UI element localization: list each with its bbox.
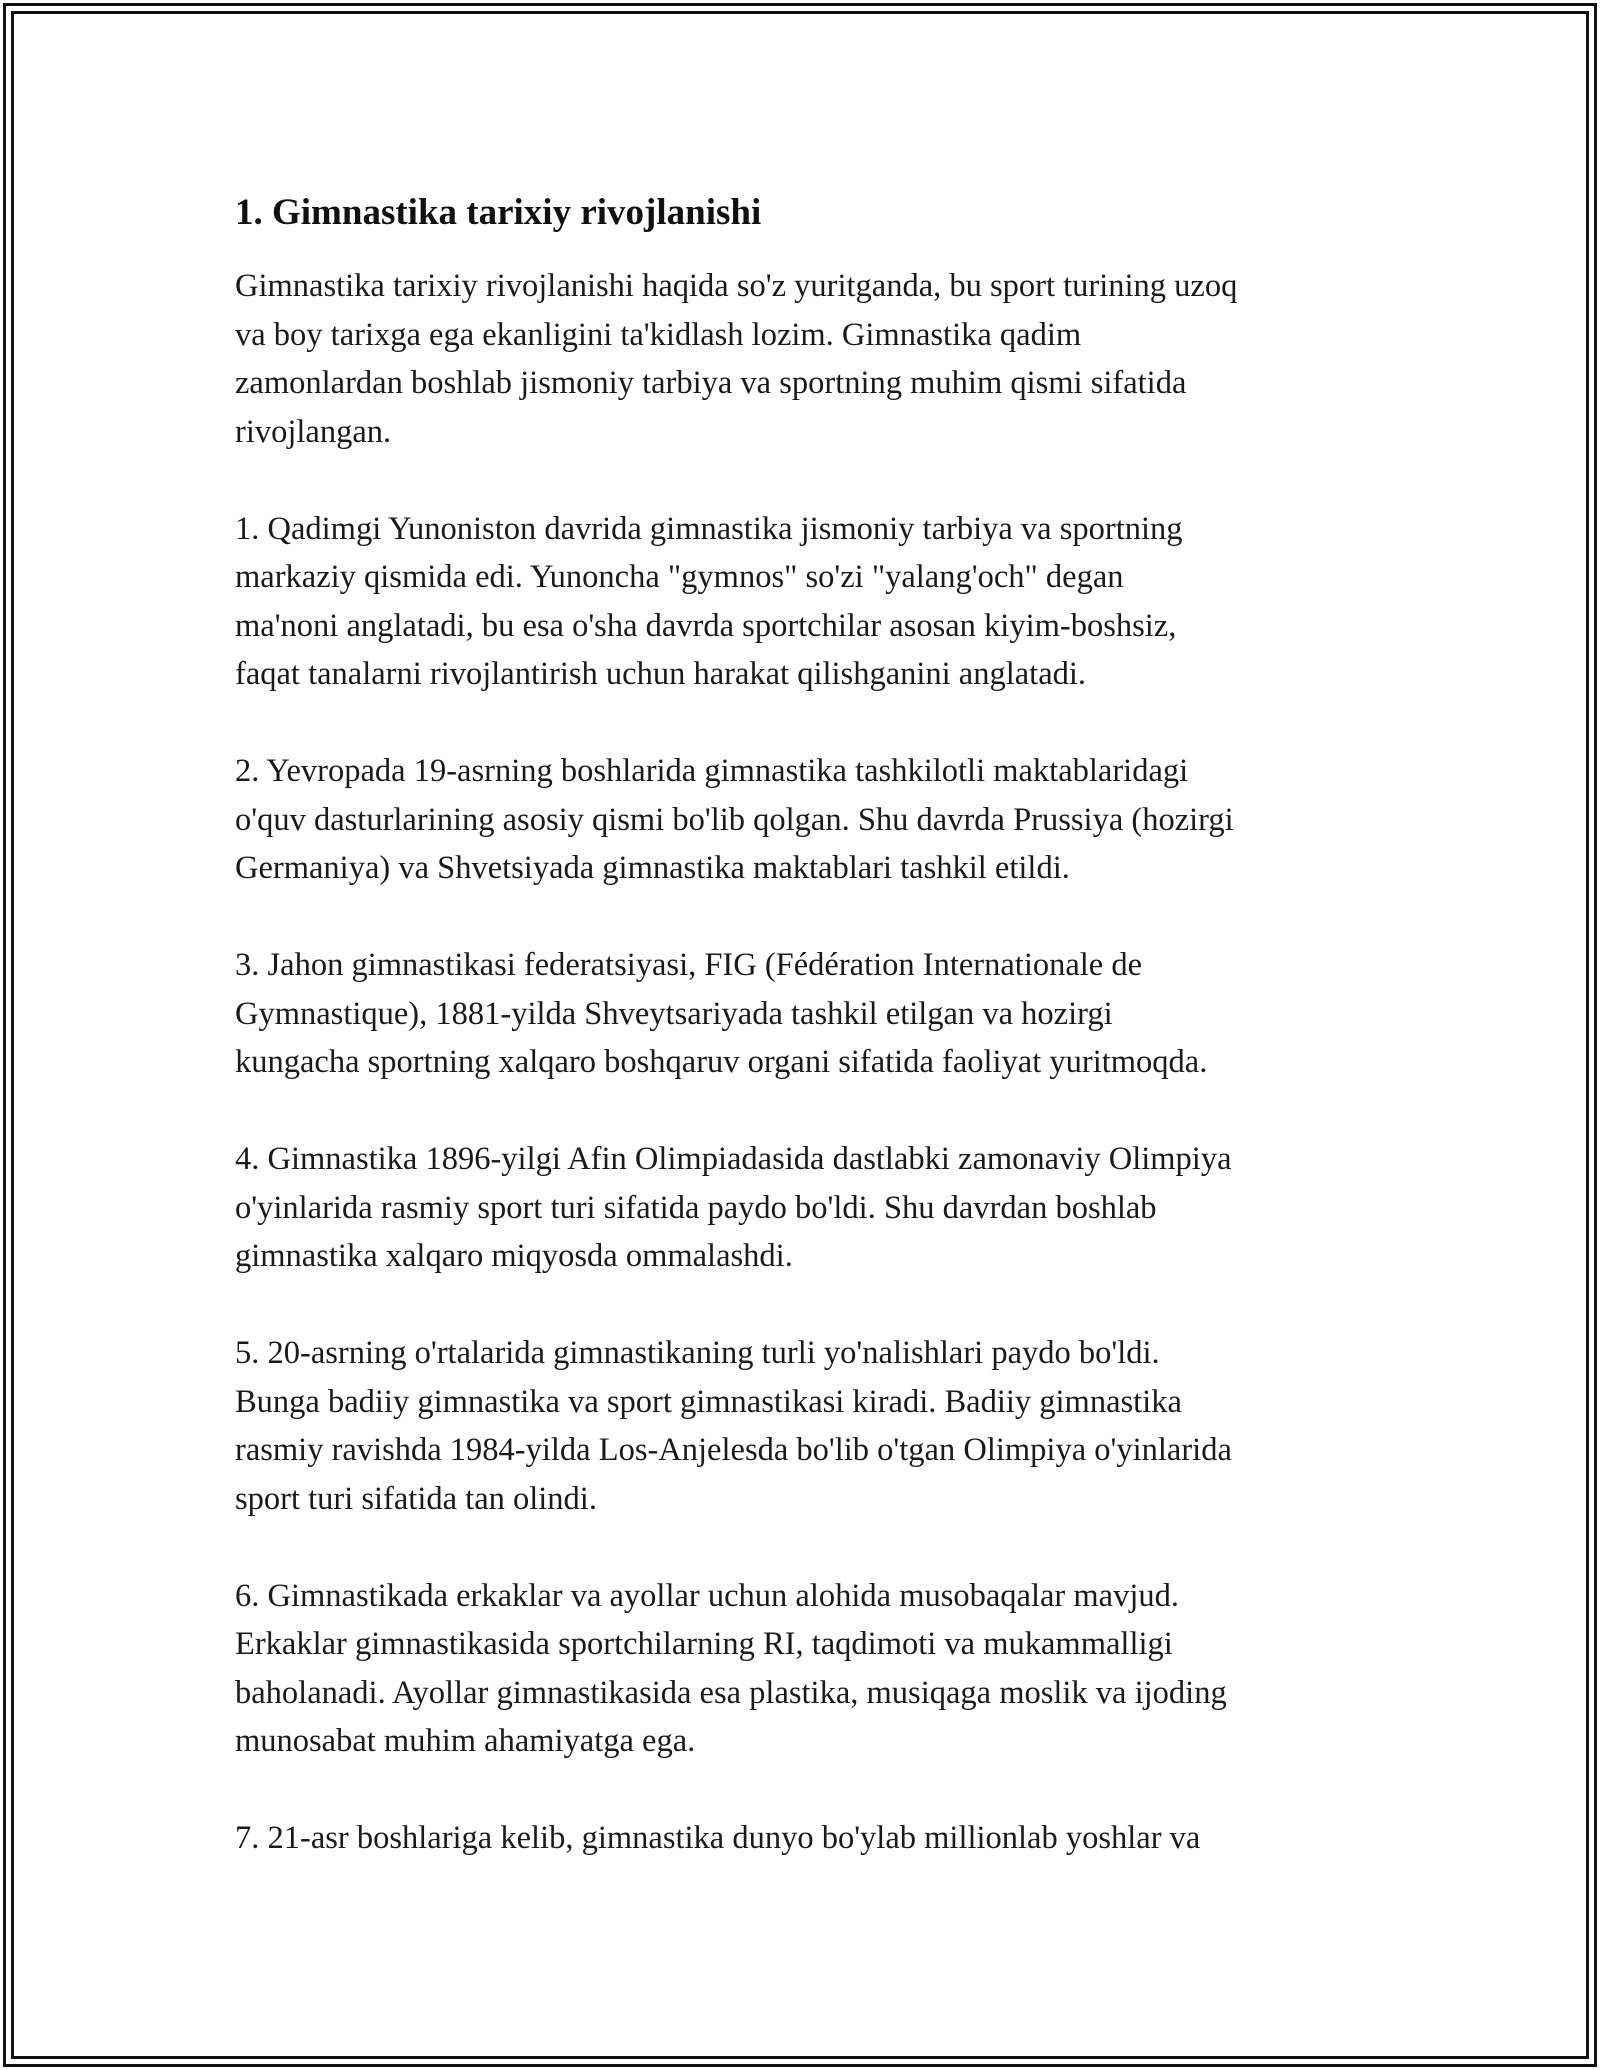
text-line: kungacha sportning xalqaro boshqaruv organi sifatida faoliyat yuritmoqda. (235, 1044, 1208, 1080)
text-line: 5. 20-asrning o'rtalarida gimnastikaning turli yo'nalishlari paydo bo'ldi. (235, 1335, 1160, 1371)
section-heading: 1. Gimnastika tarixiy rivojlanishi (235, 192, 762, 233)
text-line: ma'noni anglatadi, bu esa o'sha davrda sportchilar asosan kiyim-boshsiz, (235, 607, 1177, 644)
intro-paragraph (235, 262, 1395, 456)
text-line: rasmiy ravishda 1984-yilda Los-Anjelesda bo'lib o'tgan Olimpiya o'yinlarida (235, 1432, 1232, 1468)
text-line: faqat tanalarni rivojlantirish uchun harakat qilishganini anglatadi. (235, 656, 1087, 692)
text-line: baholanadi. Ayollar gimnastikasida esa plastika, musiqaga moslik va ijoding (235, 1674, 1227, 1711)
text-line: Erkaklar gimnastikasida sportchilarning RI, taqdimoti va mukammalligi (235, 1626, 1173, 1662)
text-line: Gimnastika tarixiy rivojlanishi haqida so'z yuritganda, bu sport turining uzoq (235, 268, 1238, 304)
text-line: Bunga badiiy gimnastika va sport gimnastikasi kiradi. Badiiy gimnastika (235, 1383, 1182, 1420)
text-line: rivojlangan. (235, 413, 392, 450)
text-line: munosabat muhim ahamiyatga ega. (235, 1723, 696, 1759)
text-line: 1. Qadimgi Yunoniston davrida gimnastika jismoniy tarbiya va sportning (235, 510, 1183, 547)
list-item-paragraph-1 (235, 505, 1395, 699)
list-item-paragraph-6 (235, 1572, 1395, 1766)
text-line: zamonlardan boshlab jismoniy tarbiya va sportning muhim qismi sifatida (235, 365, 1187, 401)
text-line: 6. Gimnastikada erkaklar va ayollar uchun alohida musobaqalar mavjud. (235, 1577, 1179, 1614)
document-body (235, 189, 1395, 1911)
list-item-paragraph-2 (235, 747, 1395, 893)
text-line: 3. Jahon gimnastikasi federatsiyasi, FIG (Fédération Internationale de (235, 947, 1143, 983)
list-item-paragraph-3 (235, 941, 1395, 1087)
list-item-paragraph-7 (235, 1814, 1395, 1863)
text-line: 2. Yevropada 19-asrning boshlarida gimnastika tashkilotli maktablaridagi (235, 753, 1189, 789)
text-line: Gymnastique), 1881-yilda Shveytsariyada tashkil etilgan va hozirgi (235, 995, 1113, 1032)
text-line: va boy tarixga ega ekanligini ta'kidlash lozim. Gimnastika qadim (235, 316, 1082, 353)
text-line: o'quv dasturlarining asosiy qismi bo'lib qolgan. Shu davrda Prussiya (hozirgi (235, 801, 1234, 838)
text-line: Germaniya) va Shvetsiyada gimnastika maktablari tashkil etildi. (235, 850, 1070, 886)
list-item-paragraph-4 (235, 1135, 1395, 1281)
text-line: sport turi sifatida tan olindi. (235, 1480, 597, 1517)
text-line: 4. Gimnastika 1896-yilgi Afin Olimpiadasida dastlabki zamonaviy Olimpiya (235, 1141, 1232, 1177)
text-line: o'yinlarida rasmiy sport turi sifatida paydo bo'ldi. Shu davrdan boshlab (235, 1189, 1157, 1226)
text-line: markaziy qismida edi. Yunoncha "gymnos" so'zi "yalang'och" degan (235, 559, 1124, 595)
list-item-paragraph-5 (235, 1329, 1395, 1523)
text-line: 7. 21-asr boshlariga kelib, gimnastika dunyo bo'ylab millionlab yoshlar va (235, 1820, 1201, 1856)
text-line: gimnastika xalqaro miqyosda ommalashdi. (235, 1238, 793, 1274)
